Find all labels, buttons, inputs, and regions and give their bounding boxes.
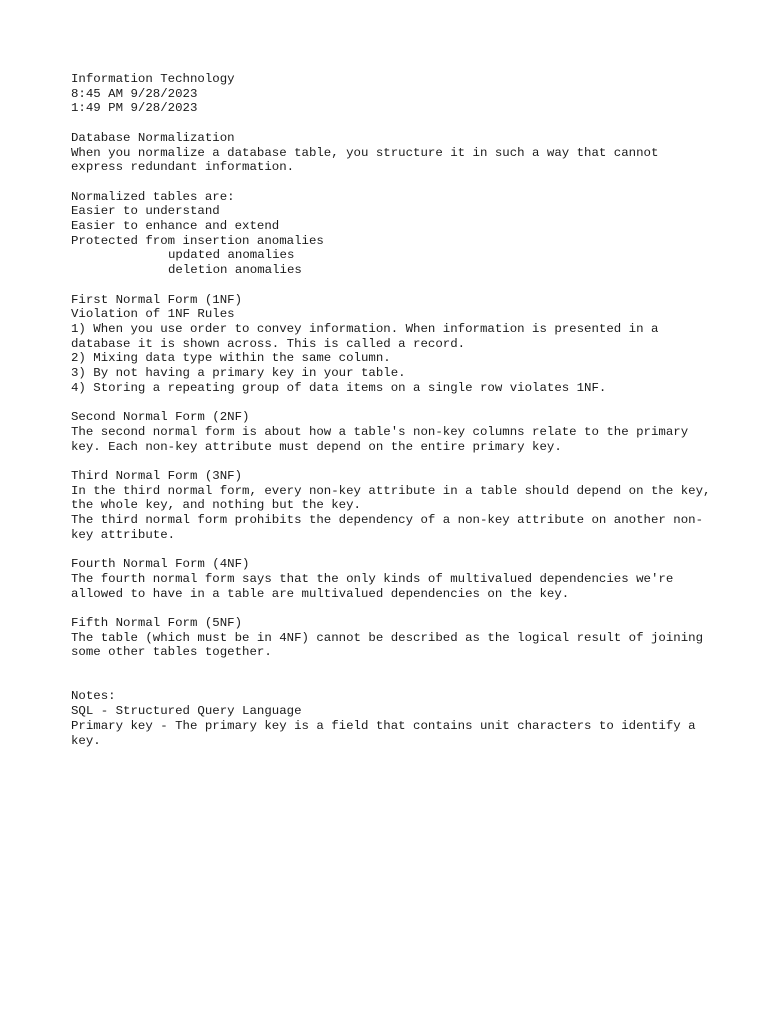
first-nf-block <box>71 293 711 396</box>
list-item: Easier to enhance and extend <box>71 219 280 233</box>
rule-item: 4) Storing a repeating group of data items on a single row violates 1NF. <box>71 380 607 395</box>
document-page <box>71 72 718 763</box>
normalized-tables-heading: Normalized tables are: <box>71 189 235 204</box>
third-nf-text: In the third normal form, every non-key attribute in a table should depend on the key, the whole key, and nothing but the key. <box>71 483 718 513</box>
third-nf-title: Third Normal Form (3NF) <box>71 468 243 483</box>
sub-list-item: updated anomalies <box>168 248 295 263</box>
rule-item: 2) Mixing data type within the same column. <box>71 351 391 366</box>
fourth-nf-block <box>71 557 711 601</box>
normalization-description: When you normalize a database table, you structure it in such a way that cannot express redundant information. <box>71 145 666 175</box>
rule-item: 3) By not having a primary key in your table. <box>71 366 406 381</box>
first-nf-title: First Normal Form (1NF) <box>71 292 243 307</box>
spacer <box>71 675 711 690</box>
rule-item: 1) When you use order to convey information. When information is presented in a database it is shown across. This is called a record. <box>71 321 666 351</box>
fourth-nf-title: Fourth Normal Form (4NF) <box>71 557 250 572</box>
notes-heading: Notes: <box>71 689 116 704</box>
sub-list-item: deletion anomalies <box>168 263 302 278</box>
fourth-nf-text: The fourth normal form says that the only kinds of multivalued dependencies we're allowed to have in a table are multivalued dependencies on the key. <box>71 571 681 601</box>
subject-title: Information Technology <box>71 72 235 86</box>
list-item: Protected from insertion anomalies <box>71 233 324 248</box>
notes-block <box>71 689 711 748</box>
start-timestamp: 8:45 AM 9/28/2023 <box>71 86 198 101</box>
list-item: Easier to understand <box>71 204 220 219</box>
note-item: SQL - Structured Query Language <box>71 704 302 719</box>
third-nf-block <box>71 468 718 543</box>
third-nf-text: The third normal form prohibits the dependency of a non-key attribute on another non-key attribute. <box>71 513 704 542</box>
fifth-nf-title: Fifth Normal Form (5NF) <box>71 615 243 630</box>
second-nf-block <box>71 410 711 454</box>
second-nf-title: Second Normal Form (2NF) <box>71 410 250 425</box>
header-block <box>71 72 711 116</box>
note-item: Primary key - The primary key is a field that contains unit characters to identify a key. <box>71 718 704 748</box>
fifth-nf-block <box>71 616 711 660</box>
second-nf-text: The second normal form is about how a table's non-key columns relate to the primary key. Each non-key attribute must depend on the entire primary key. <box>71 424 696 454</box>
first-nf-subtitle: Violation of 1NF Rules <box>71 307 235 322</box>
normalization-block <box>71 131 711 175</box>
end-timestamp: 1:49 PM 9/28/2023 <box>71 101 198 116</box>
normalization-title: Database Normalization <box>71 130 235 145</box>
fifth-nf-text: The table (which must be in 4NF) cannot be described as the logical result of joining some other tables together. <box>71 630 711 660</box>
normalized-tables-block <box>71 190 711 278</box>
